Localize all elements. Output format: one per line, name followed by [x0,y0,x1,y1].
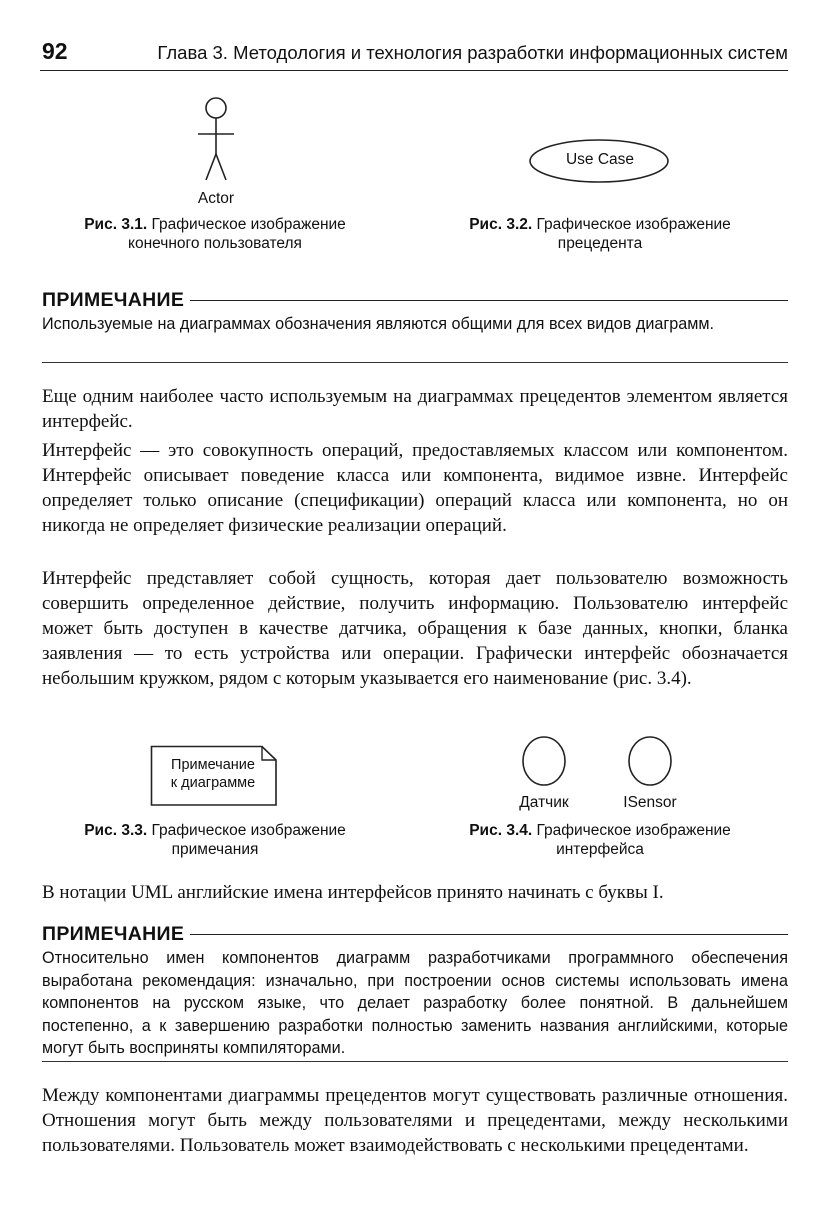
caption-number: Рис. 3.3. [84,822,148,839]
caption-text: интерфейса [556,841,644,858]
actor-label: Actor [197,190,235,207]
caption-text: Графическое изображение [536,216,731,233]
caption-text: примечания [171,841,259,858]
note-shape-line: Примечание [171,757,255,773]
paragraph-4: В нотации UML английские имена интерфейсов принято начинать с буквы I. [42,882,664,903]
actor-stick-figure-icon [188,94,248,194]
body-paragraph [42,438,788,538]
caption-number: Рис. 3.4. [469,822,533,839]
figure-caption-3-2 [440,215,760,253]
caption-number: Рис. 3.2. [469,216,533,233]
use-case-label: Use Case [565,151,635,168]
paragraph-5: Между компонентами диаграммы прецедентов могут существовать различные отношения. Отношения могут быть между пользователями и прецедентами, между несколькими пользователями. Пользователь может взаимодействовать с несколькими прецедентами. [42,1085,788,1156]
note-text: Используемые на диаграммах обозначения являются общими для всех видов диаграмм. [42,315,715,333]
running-title: Глава 3. Методология и технология разработки информационных систем [157,42,788,63]
body-paragraph [42,880,788,905]
note-divider [42,362,788,363]
paragraph-3: Интерфейс представляет собой сущность, которая дает пользователю возможность совершить определенное действие, получить информацию. Пользователю интерфейс может быть доступен в качестве датчика, обращения к базе данных, кнопки, бланка заявления — то есть устройства или операции. Графически интерфейс обозначается небольшим кружком, рядом с которым указывается его наименование (рис. 3.4). [42,568,788,689]
page-number: 92 [42,38,68,64]
caption-text: конечного пользователя [128,235,302,252]
body-paragraph [42,566,788,691]
caption-text: прецедента [557,235,643,252]
note-text: Относительно имен компонентов диаграмм разработчиками программного обеспечения выработана рекомендация: изначально, при построении основ системы использовать имена компонентов на русском языке, что делает разработку более понятной. В дальнейшем постепенно, а к завершению разработки полностью заменить названия английскими, которые могут быть восприняты компиляторами. [42,949,788,1057]
body-paragraph [42,1083,788,1158]
figure-caption-3-1 [55,215,375,253]
note-heading [42,922,788,946]
note-divider [42,1061,788,1062]
caption-text: Графическое изображение [151,216,346,233]
figure-caption-3-3 [55,821,375,859]
body-paragraph [42,384,788,434]
page-header [40,36,788,71]
paragraph-1: Еще одним наиболее часто используемым на диаграммах прецедентов элементом является интерфейс. [42,386,788,432]
interface-label-isensor: ISensor [623,794,677,811]
interface-circles-icon [520,733,680,789]
note-title: ПРИМЕЧАНИЕ [42,922,190,946]
caption-number: Рис. 3.1. [84,216,148,233]
caption-text: Графическое изображение [536,822,731,839]
note-shape-text [158,756,268,792]
paragraph-2: Интерфейс — это совокупность операций, предоставляемых классом или компонентом. Интерфейс описывает поведение класса или компонента, видимое извне. Интерфейс определяет только описание (спецификации) операций класса или компонента, но он никогда не определяет физические реализации операций. [42,440,788,536]
interface-label-sensor: Датчик [519,794,569,811]
note-shape-line: к диаграмме [170,775,256,791]
figure-caption-3-4 [440,821,760,859]
note-heading [42,288,788,312]
caption-text: Графическое изображение [151,822,346,839]
note-title: ПРИМЕЧАНИЕ [42,288,190,312]
